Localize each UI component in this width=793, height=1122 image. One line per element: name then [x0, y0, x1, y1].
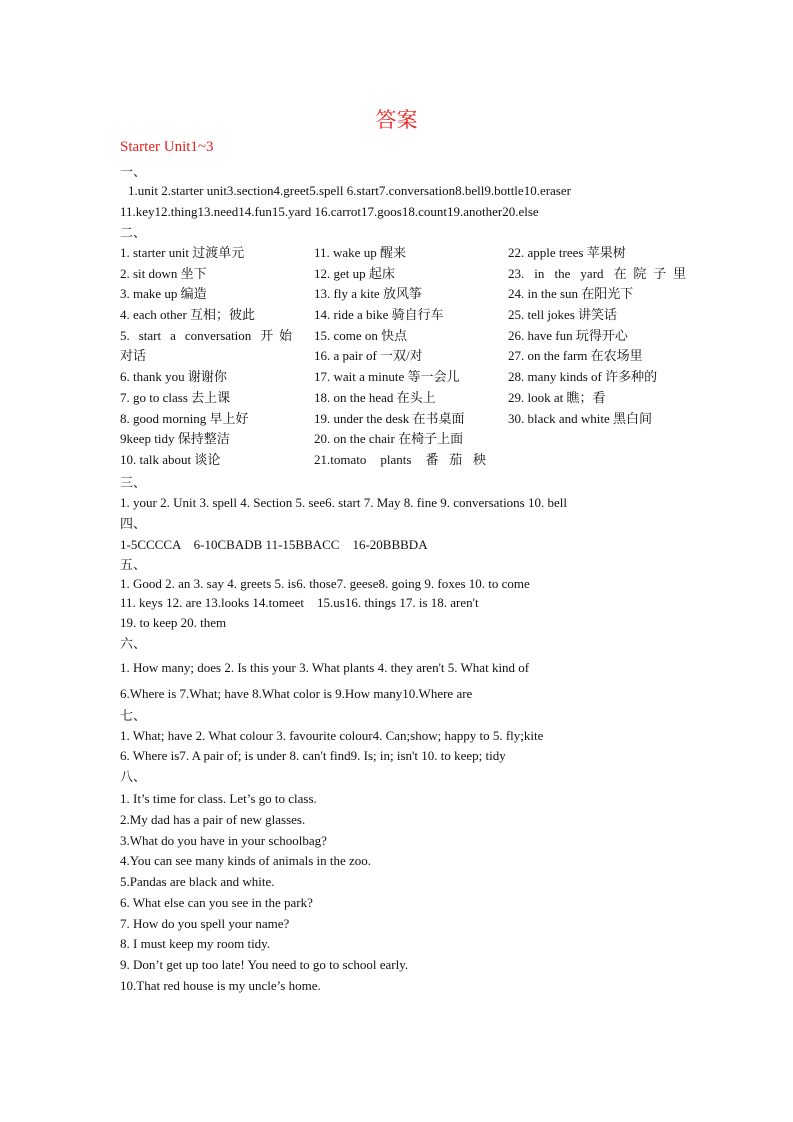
phrase-item: 30. black and white 黑白间: [508, 410, 653, 426]
phrase-column-3: [508, 243, 686, 429]
sentence-line: 10.That red house is my uncle’s home.: [120, 978, 321, 993]
section-8-label: 八、: [120, 769, 147, 784]
section-3-label: 三、: [120, 475, 147, 490]
sentence-line: 8. I must keep my room tidy.: [120, 936, 271, 951]
section-3-line: 1. your 2. Unit 3. spell 4. Section 5. see6. start 7. May 8. fine 9. conversations 10. bell: [120, 495, 567, 510]
phrase-item: 14. ride a bike 骑自行车: [314, 307, 444, 323]
phrase-item: 3. make up 编造: [120, 286, 207, 302]
phrase-item: 29. look at 瞧；看: [508, 389, 606, 405]
answer-title: 答案: [375, 108, 418, 132]
section-5-line: 1. Good 2. an 3. say 4. greets 5. is6. those7. geese8. going 9. foxes 10. to come: [120, 576, 530, 591]
sentence-line: 6. What else can you see in the park?: [120, 895, 313, 910]
sentence-line: 5.Pandas are black and white.: [120, 874, 275, 889]
section-5-label: 五、: [120, 557, 147, 572]
phrase-item: 26. have fun 玩得开心: [508, 327, 628, 343]
section-6-label: 六、: [120, 636, 147, 651]
section-7-line: 1. What; have 2. What colour 3. favourite colour4. Can;show; happy to 5. fly;kite: [120, 728, 544, 743]
sentence-line: 3.What do you have in your schoolbag?: [120, 833, 327, 848]
phrase-item: 25. tell jokes 讲笑话: [508, 307, 618, 323]
phrase-item: 对话: [120, 348, 147, 364]
section-6-line: 1. How many; does 2. Is this your 3. What plants 4. they aren't 5. What kind of: [120, 660, 530, 675]
phrase-item: 21.tomato plants 番茄秧: [314, 451, 486, 467]
phrase-item: 19. under the desk 在书桌面: [314, 410, 465, 426]
phrase-item: 7. go to class 去上课: [120, 389, 231, 405]
phrase-item: 24. in the sun 在阳光下: [508, 286, 634, 302]
sentence-line: 2.My dad has a pair of new glasses.: [120, 812, 306, 827]
section-1-line: 1.unit 2.starter unit3.section4.greet5.spell 6.start7.conversation8.bell9.bottle10.eraser: [128, 183, 571, 198]
phrase-item: 5. start a conversation 开始: [120, 327, 292, 343]
sentence-line: 9. Don’t get up too late! You need to go to school early.: [120, 957, 409, 972]
phrase-item: 4. each other 互相；彼此: [120, 307, 256, 323]
section-5-line: 11. keys 12. are 13.looks 14.tomeet 15.us16. things 17. is 18. aren't: [120, 595, 479, 610]
phrase-item: 20. on the chair 在椅子上面: [314, 431, 464, 447]
unit-heading: Starter Unit1~3: [120, 139, 214, 155]
sentence-line: 7. How do you spell your name?: [120, 916, 290, 931]
phrase-item: 23. in the yard 在院子里: [508, 265, 686, 281]
phrase-item: 6. thank you 谢谢你: [120, 369, 227, 385]
phrase-item: 22. apple trees 苹果树: [508, 245, 626, 260]
phrase-item: 2. sit down 坐下: [120, 265, 207, 281]
phrase-column-2: [314, 243, 486, 471]
sentence-line: 4.You can see many kinds of animals in the zoo.: [120, 853, 372, 868]
phrase-item: 8. good morning 早上好: [120, 410, 249, 426]
phrase-item: 17. wait a minute 等一会儿: [314, 369, 460, 385]
section-1-line: 11.key12.thing13.need14.fun15.yard 16.carrot17.goos18.count19.another20.else: [120, 204, 539, 219]
phrase-item: 15. come on 快点: [314, 327, 408, 343]
phrase-item: 28. many kinds of 许多种的: [508, 369, 658, 385]
phrase-item: 27. on the farm 在农场里: [508, 348, 643, 364]
phrase-item: 9keep tidy 保持整洁: [120, 431, 230, 447]
phrase-item: 11. wake up 醒来: [314, 245, 406, 260]
section-7-label: 七、: [120, 708, 147, 723]
section-6-line: 6.Where is 7.What; have 8.What color is 9.How many10.Where are: [120, 686, 473, 701]
phrase-column-1: [120, 243, 292, 471]
phrase-item: 18. on the head 在头上: [314, 389, 436, 405]
section-2-label: 二、: [120, 225, 147, 240]
section-4-label: 四、: [120, 516, 147, 531]
section-5-line: 19. to keep 20. them: [120, 615, 227, 630]
phrase-item: 12. get up 起床: [314, 265, 395, 281]
phrase-item: 16. a pair of 一双/对: [314, 348, 423, 364]
phrase-item: 1. starter unit 过渡单元: [120, 245, 245, 260]
sentence-line: 1. It’s time for class. Let’s go to class.: [120, 791, 317, 806]
section-1-label: 一、: [120, 164, 147, 179]
phrase-grid: [120, 243, 686, 473]
section-7-line: 6. Where is7. A pair of; is under 8. can't find9. Is; in; isn't 10. to keep; tidy: [120, 748, 506, 763]
phrase-item: 13. fly a kite 放风筝: [314, 286, 422, 302]
section-4-line: 1-5CCCCA 6-10CBADB 11-15BBACC 16-20BBBDA: [120, 537, 428, 552]
phrase-item: 10. talk about 谈论: [120, 451, 221, 467]
